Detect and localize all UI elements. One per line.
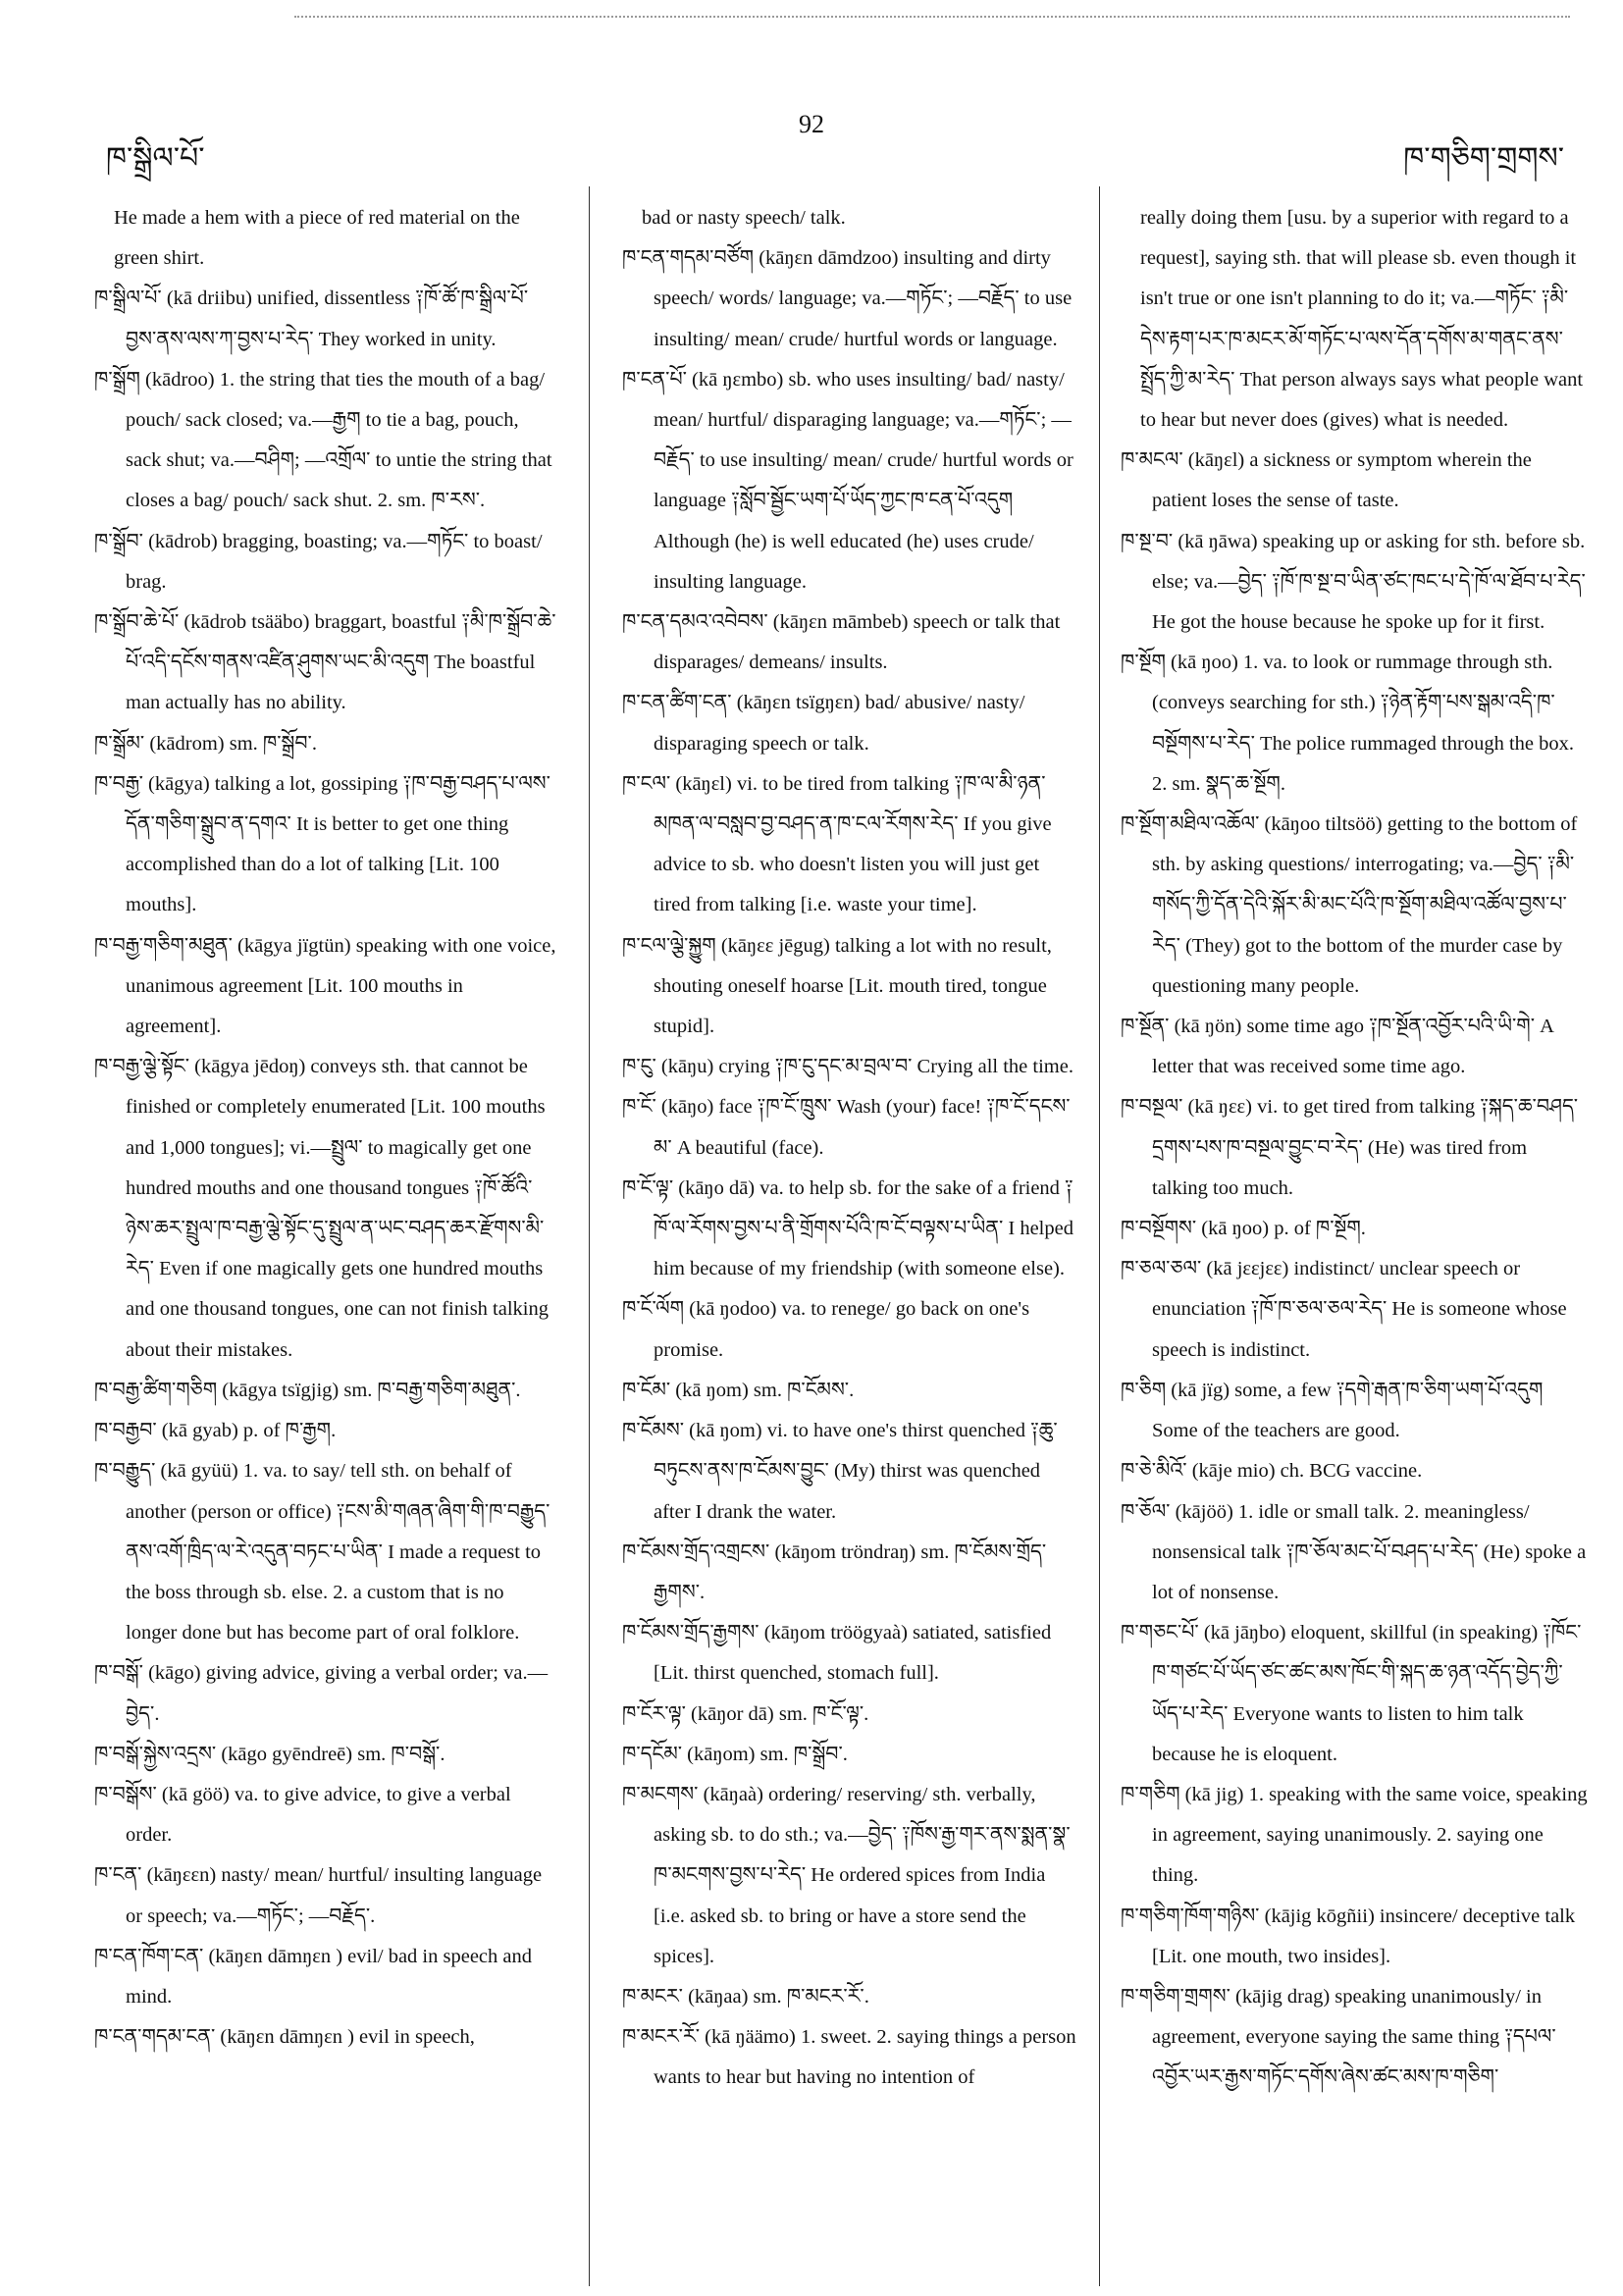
- header-left-guide-word: ཁ་སྒྲིལ་པོ་: [106, 142, 205, 175]
- dictionary-entry: ཁ་ངན་ཚིག་ངན་ (kāŋεn tsïgŋεn) bad/ abusive/ nasty/ disparaging speech or talk.: [622, 692, 1025, 755]
- dictionary-entry-continuation: really doing them [usu. by a superior with regard to a request], saying sth. that will please sb. even though it isn't true or one isn't planning to do it; va.—གཏོང་ ༑མི་དེས་རྟག་པར་ཁ་མངར་མོ་གཏོང་པ་ལས་དོན་དགོས་མ་གནང་ནས་སྤྲོད་ཀྱི་མ་རེད་ That person always says what people want to hear but never does (gives) what is needed.: [1140, 207, 1584, 432]
- dictionary-entry: ཁ་ངོམས་ (kā ŋom) vi. to have one's thirst quenched ༑ཆུ་བཏུངས་ནས་ཁ་ངོམས་བྱུང་ (My) thirst was quenched after I drank the water.: [622, 1420, 1058, 1523]
- header-right-guide-word: ཁ་གཅིག་གྲགས་: [1403, 142, 1564, 175]
- dictionary-entry: ཁ་སྒྲིལ་པོ་ (kā driibu) unified, dissentless ༑ཁོ་ཚོ་ཁ་སྒྲིལ་པོ་བྱས་ནས་ལས་ཀ་བྱས་པ་རེད་ They worked in unity.: [94, 287, 529, 350]
- dictionary-entry: ཁ་བསྔོགས་ (kā ŋoo) p. of ཁ་སྔོག.: [1121, 1218, 1366, 1240]
- column-divider-right: [1099, 186, 1100, 2286]
- dictionary-entry: ཁ་ངན་ཁོག་ངན་ (kāŋεn dāmŋεn ) evil/ bad in speech and mind.: [94, 1945, 533, 2008]
- dictionary-entry: ཁ་ངན་དམའ་འབེབས་ (kāŋεn māmbeb) speech or talk that disparages/ demeans/ insults.: [622, 611, 1061, 674]
- dictionary-entry: ཁ་སྔ་བ་ (kā ŋāwa) speaking up or asking for sth. before sb. else; va.—བྱེད་ ༑ཁོ་ཁ་སྔ་བ་ཡིན་ཙང་ཁང་པ་དེ་ཁོ་ལ་ཐོབ་པ་རེད་ He got the house because he spoke up for it first.: [1121, 530, 1586, 634]
- dictionary-entry: ཁ་སྔོན་ (kā ŋön) some time ago ༑ཁ་སྔོན་འབྱོར་པའི་ཡི་གེ་ A letter that was received some time ago.: [1121, 1016, 1553, 1078]
- dictionary-entry: ཁ་དངོམ་ (kāŋom) sm. ཁ་སྒྲོབ་.: [622, 1743, 848, 1765]
- dictionary-entry: ཁ་སྒྲོམ་ (kādrom) sm. ཁ་སྒྲོབ་.: [94, 732, 317, 755]
- dictionary-entry: ཁ་ཅོལ་ (kājöö) 1. idle or small talk. 2. meaningless/ nonsensical talk ༑ཁ་ཅོལ་མང་པོ་བཤད་པ་རེད་ (He) spoke a lot of nonsense.: [1121, 1500, 1587, 1603]
- dictionary-entry: ཁ་ངན་གདམ་ངན་ (kāŋεn dāmŋεn ) evil in speech,: [94, 2026, 475, 2049]
- dictionary-entry: ཁ་མངགས་ (kāŋaà) ordering/ reserving/ sth. verbally, asking sb. to do sth.; va.—བྱེད་ ༑ཁོས་རྒྱ་གར་ནས་སྨན་སྣ་ཁ་མངགས་བྱས་པ་རེད་ He ordered spices from India [i.e. asked sb. to bring or have a store send the spices].: [622, 1783, 1071, 1967]
- dictionary-entry: ཁ་ངོ་ལོག (kā ŋodoo) va. to renege/ go back on one's promise.: [622, 1298, 1030, 1361]
- column-right: [1121, 198, 1588, 2099]
- dictionary-entry: ཁ་མངར་རོ་ (kā ŋäämo) 1. sweet. 2. saying things a person wants to hear but having no intention of: [622, 2026, 1076, 2089]
- dictionary-entry: ཁ་ངུ་ (kāŋu) crying ༑ཁ་ངུ་དང་མ་བྲལ་བ་ Crying all the time.: [622, 1056, 1073, 1078]
- dictionary-entry: ཁ་བརྒྱ་གཅིག་མཐུན་ (kāgya jïgtün) speaking with one voice, unanimous agreement [Lit. 100 mouths in agreement].: [94, 934, 556, 1038]
- dictionary-entry: ཁ་བརྒྱ་ (kāgya) talking a lot, gossiping ༑ཁ་བརྒྱ་བཤད་པ་ལས་དོན་གཅིག་སྒྲུབ་ན་དགའ་ It is better to get one thing accomplished than do a lot of talking [Lit. 100 mouths].: [94, 772, 550, 916]
- dictionary-entry: ཁ་ངན་ (kāŋεεn) nasty/ mean/ hurtful/ insulting language or speech; va.—གཏོང་; —བརྗོད་.: [94, 1864, 543, 1927]
- dictionary-entry: ཁ་ཅེ་མིའོ་ (kāje mio) ch. BCG vaccine.: [1121, 1460, 1423, 1483]
- dictionary-entry: ཁ་བརྒྱ་ལྕེ་སྟོང་ (kāgya jēdoŋ) conveys sth. that cannot be finished or completely enumerated [Lit. 100 mouths and 1,000 tongues]; vi.—སྤྲུལ་ to magically get one hundred mouths and one thousand tongues ༑ཁོ་ཚོའི་ཉེས་ཆར་སྤྲུལ་ཁ་བརྒྱ་ལྕེ་སྟོང་དུ་སྤྲུལ་ན་ཡང་བཤད་ཆར་རྫོགས་མི་རེད་ Even if one magically gets one hundred mouths and one thousand tongues, one can not finish talking about their mistakes.: [94, 1056, 549, 1361]
- dictionary-entry: ཁ་གཅིག་ཁོག་གཉིས་ (kājig kōgñii) insincere/ deceptive talk [Lit. one mouth, two insides].: [1121, 1905, 1576, 1967]
- dictionary-entry: ཁ་ཅལ་ཅལ་ (kā jεεjεε) indistinct/ unclear speech or enunciation ༑ཁོ་ཁ་ཅལ་ཅལ་རེད་ He is someone whose speech is indistinct.: [1121, 1258, 1567, 1361]
- dictionary-entry: ཁ་བསྔལ་ (kā ŋεε) vi. to get tired from talking ༑སྐད་ཆ་བཤད་དྲགས་པས་ཁ་བསྔལ་བྱུང་བ་རེད་ (He) was tired from talking too much.: [1121, 1096, 1579, 1199]
- dictionary-entry: ཁ་ངན་པོ་ (kā ŋεmbo) sb. who uses insulting/ bad/ nasty/ mean/ hurtful/ disparaging language; va.—གཏོང་; —བརྗོད་ to use insulting/ mean/ crude/ hurtful words or language ༑སློབ་སྦྱོང་ཡག་པོ་ཡོད་ཀྱང་ཁ་ངན་པོ་འདུག Although (he) is well educated (he) uses crude/ insulting language.: [622, 368, 1073, 593]
- page-number: 92: [799, 110, 824, 138]
- dictionary-entry: ཁ་ངོམ་ (kā ŋom) sm. ཁ་ངོམས་.: [622, 1379, 855, 1401]
- dictionary-entry: ཁ་བརྒྱ་ཚིག་གཅིག (kāgya tsïgjig) sm. ཁ་བརྒྱ་གཅིག་མཐུན་.: [94, 1379, 521, 1401]
- dictionary-entry: ཁ་བསྒོ་སྐྱེས་འདྲས་ (kāgo gyēndreē) sm. ཁ་བསྒོ་.: [94, 1743, 445, 1765]
- dictionary-entry-continuation: bad or nasty speech/ talk.: [642, 207, 846, 229]
- column-divider-left: [589, 186, 590, 2286]
- dictionary-entry: ཁ་ངོ་ལྟ་ (kāŋo dā) va. to help sb. for the sake of a friend ༑ཁོ་ལ་རོགས་བྱས་པ་ནི་གྲོགས་པོའི་ཁ་ངོ་བལྟས་པ་ཡིན་ I helped him because of my friendship (with someone else).: [622, 1176, 1073, 1280]
- dictionary-entry: ཁ་ངལ་ལྕེ་སྐྱུག (kāŋεε jēgug) talking a lot with no result, shouting oneself hoarse [Lit. mouth tired, tongue stupid].: [622, 934, 1052, 1038]
- dictionary-entry: ཁ་སྒྲོག (kādroo) 1. the string that ties the mouth of a bag/ pouch/ sack closed; va.—རྒྱག to tie a bag, pouch, sack shut; va.—བཤིག; —འགྲོལ་ to untie the string that closes a bag/ pouch/ sack shut. 2. sm. ཁ་རས་.: [94, 368, 552, 512]
- dictionary-entry: ཁ་མངར་ (kāŋaa) sm. ཁ་མངར་རོ་.: [622, 1985, 869, 2008]
- dictionary-entry: ཁ་གཅིག (kā jig) 1. speaking with the same voice, speaking in agreement, saying unanimously. 2. saying one thing.: [1121, 1783, 1588, 1887]
- dictionary-entry: ཁ་ངལ་ (kāŋεl) vi. to be tired from talking ༑ཁ་ལ་མི་ཉན་མཁན་ལ་བསླབ་བྱ་བཤད་ན་ཁ་ངལ་རོགས་རེད་ If you give advice to sb. who doesn't listen you will just get tired from talking [i.e. waste your time].: [622, 772, 1052, 916]
- dictionary-entry: ཁ་གཅིག་གྲགས་ (kājig drag) speaking unanimously/ in agreement, everyone saying the same thing ༑དཔལ་འབྱོར་ཡར་རྒྱས་གཏོང་དགོས་ཞེས་ཚང་མས་ཁ་གཅིག་: [1121, 1985, 1556, 2089]
- dictionary-entry-continuation: He made a hem with a piece of red material on the green shirt.: [114, 207, 520, 270]
- dictionary-entry: ཁ་ངོམས་གྲོད་རྒྱགས་ (kāŋom tröögyaà) satiated, satisfied [Lit. thirst quenched, stomach full].: [622, 1622, 1052, 1685]
- column-middle: [622, 198, 1077, 2099]
- dictionary-entry: ཁ་སྔོག་མཐིལ་འཆོལ་ (kāŋoo tiltsöö) getting to the bottom of sth. by asking questions/ interrogating; va.—བྱེད་ ༑མི་གསོད་ཀྱི་དོན་དེའི་སྐོར་མི་མང་པོའི་ཁ་སྔོག་མཐིལ་འཚོལ་བྱས་པ་རེད་ (They) got to the bottom of the murder case by questioning many people.: [1121, 813, 1578, 997]
- dictionary-entry: ཁ་ཅིག (kā jïg) some, a few ༑དགེ་རྒན་ཁ་ཅིག་ཡག་པོ་འདུག Some of the teachers are good.: [1121, 1379, 1544, 1442]
- column-left: [94, 198, 557, 2058]
- dictionary-entry: ཁ་གཅང་པོ་ (kā jāŋbo) eloquent, skillful (in speaking) ༑ཁོང་ཁ་གཙང་པོ་ཡོད་ཙང་ཚང་མས་ཁོང་གི་སྐད་ཆ་ཉན་འདོད་བྱེད་ཀྱི་ཡོད་པ་རེད་ Everyone wants to listen to him talk because he is eloquent.: [1121, 1622, 1582, 1765]
- dictionary-entry: ཁ་ངོ་ (kāŋo) face ༑ཁ་ངོ་ཁྲུས་ Wash (your) face! ༑ཁ་ངོ་དངས་མ་ A beautiful (face).: [622, 1096, 1071, 1159]
- dictionary-entry: ཁ་མངལ་ (kāŋεl) a sickness or symptom wherein the patient loses the sense of taste.: [1121, 449, 1532, 512]
- dictionary-entry: ཁ་བསྒོས་ (kā göö) va. to give advice, to give a verbal order.: [94, 1783, 511, 1847]
- dictionary-entry: ཁ་བསྒོ་ (kāgo) giving advice, giving a verbal order; va.—བྱེད་.: [94, 1662, 549, 1725]
- dictionary-entry: ཁ་བརྒྱབ་ (kā gyab) p. of ཁ་རྒྱག.: [94, 1420, 337, 1442]
- dictionary-entry: ཁ་ངན་གདམ་བཙོག (kāŋεn dāmdzoo) insulting and dirty speech/ words/ language; va.—གཏོང་; —བརྗོད་ to use insulting/ mean/ crude/ hurtful words or language.: [622, 247, 1073, 350]
- dictionary-entry: ཁ་སྒྲོབ་ཆེ་པོ་ (kādrob tsääbo) braggart, boastful ༑མི་ཁ་སྒྲོབ་ཆེ་པོ་འདི་དངོས་གནས་འཛིན་ཤུགས་ཡང་མི་འདུག The boastful man actually has no ability.: [94, 611, 556, 714]
- dictionary-entry: ཁ་བརྒྱུད་ (kā gyüü) 1. va. to say/ tell sth. on behalf of another (person or office) ༑ངས་མི་གཞན་ཞིག་གི་ཁ་བརྒྱུད་ནས་འགོ་ཁྲིད་ལ་རེ་འདུན་བཏང་པ་ཡིན་ I made a request to the boss through sb. else. 2. a custom that is no longer done but has become part of oral folklore.: [94, 1460, 550, 1644]
- dictionary-entry: ཁ་ངོར་ལྟ་ (kāŋor dā) sm. ཁ་ངོ་ལྟ་.: [622, 1702, 869, 1725]
- dictionary-entry: ཁ་སྔོག (kā ŋoo) 1. va. to look or rummage through sth. (conveys searching for sth.) ༑ཉེན་རྟོག་པས་སྒམ་འདི་ཁ་བསྔོགས་པ་རེད་ The police rummaged through the box. 2. sm. སྣད་ཆ་སྔོག.: [1121, 652, 1574, 795]
- dictionary-entry: ཁ་ངོམས་གྲོད་འགྲངས་ (kāŋom tröndraŋ) sm. ཁ་ངོམས་གྲོད་རྒྱགས་.: [622, 1540, 1047, 1603]
- top-edge-rule: [294, 16, 1570, 18]
- dictionary-entry: ཁ་སྒྲོབ་ (kādrob) bragging, boasting; va.—གཏོང་ to boast/ brag.: [94, 530, 543, 593]
